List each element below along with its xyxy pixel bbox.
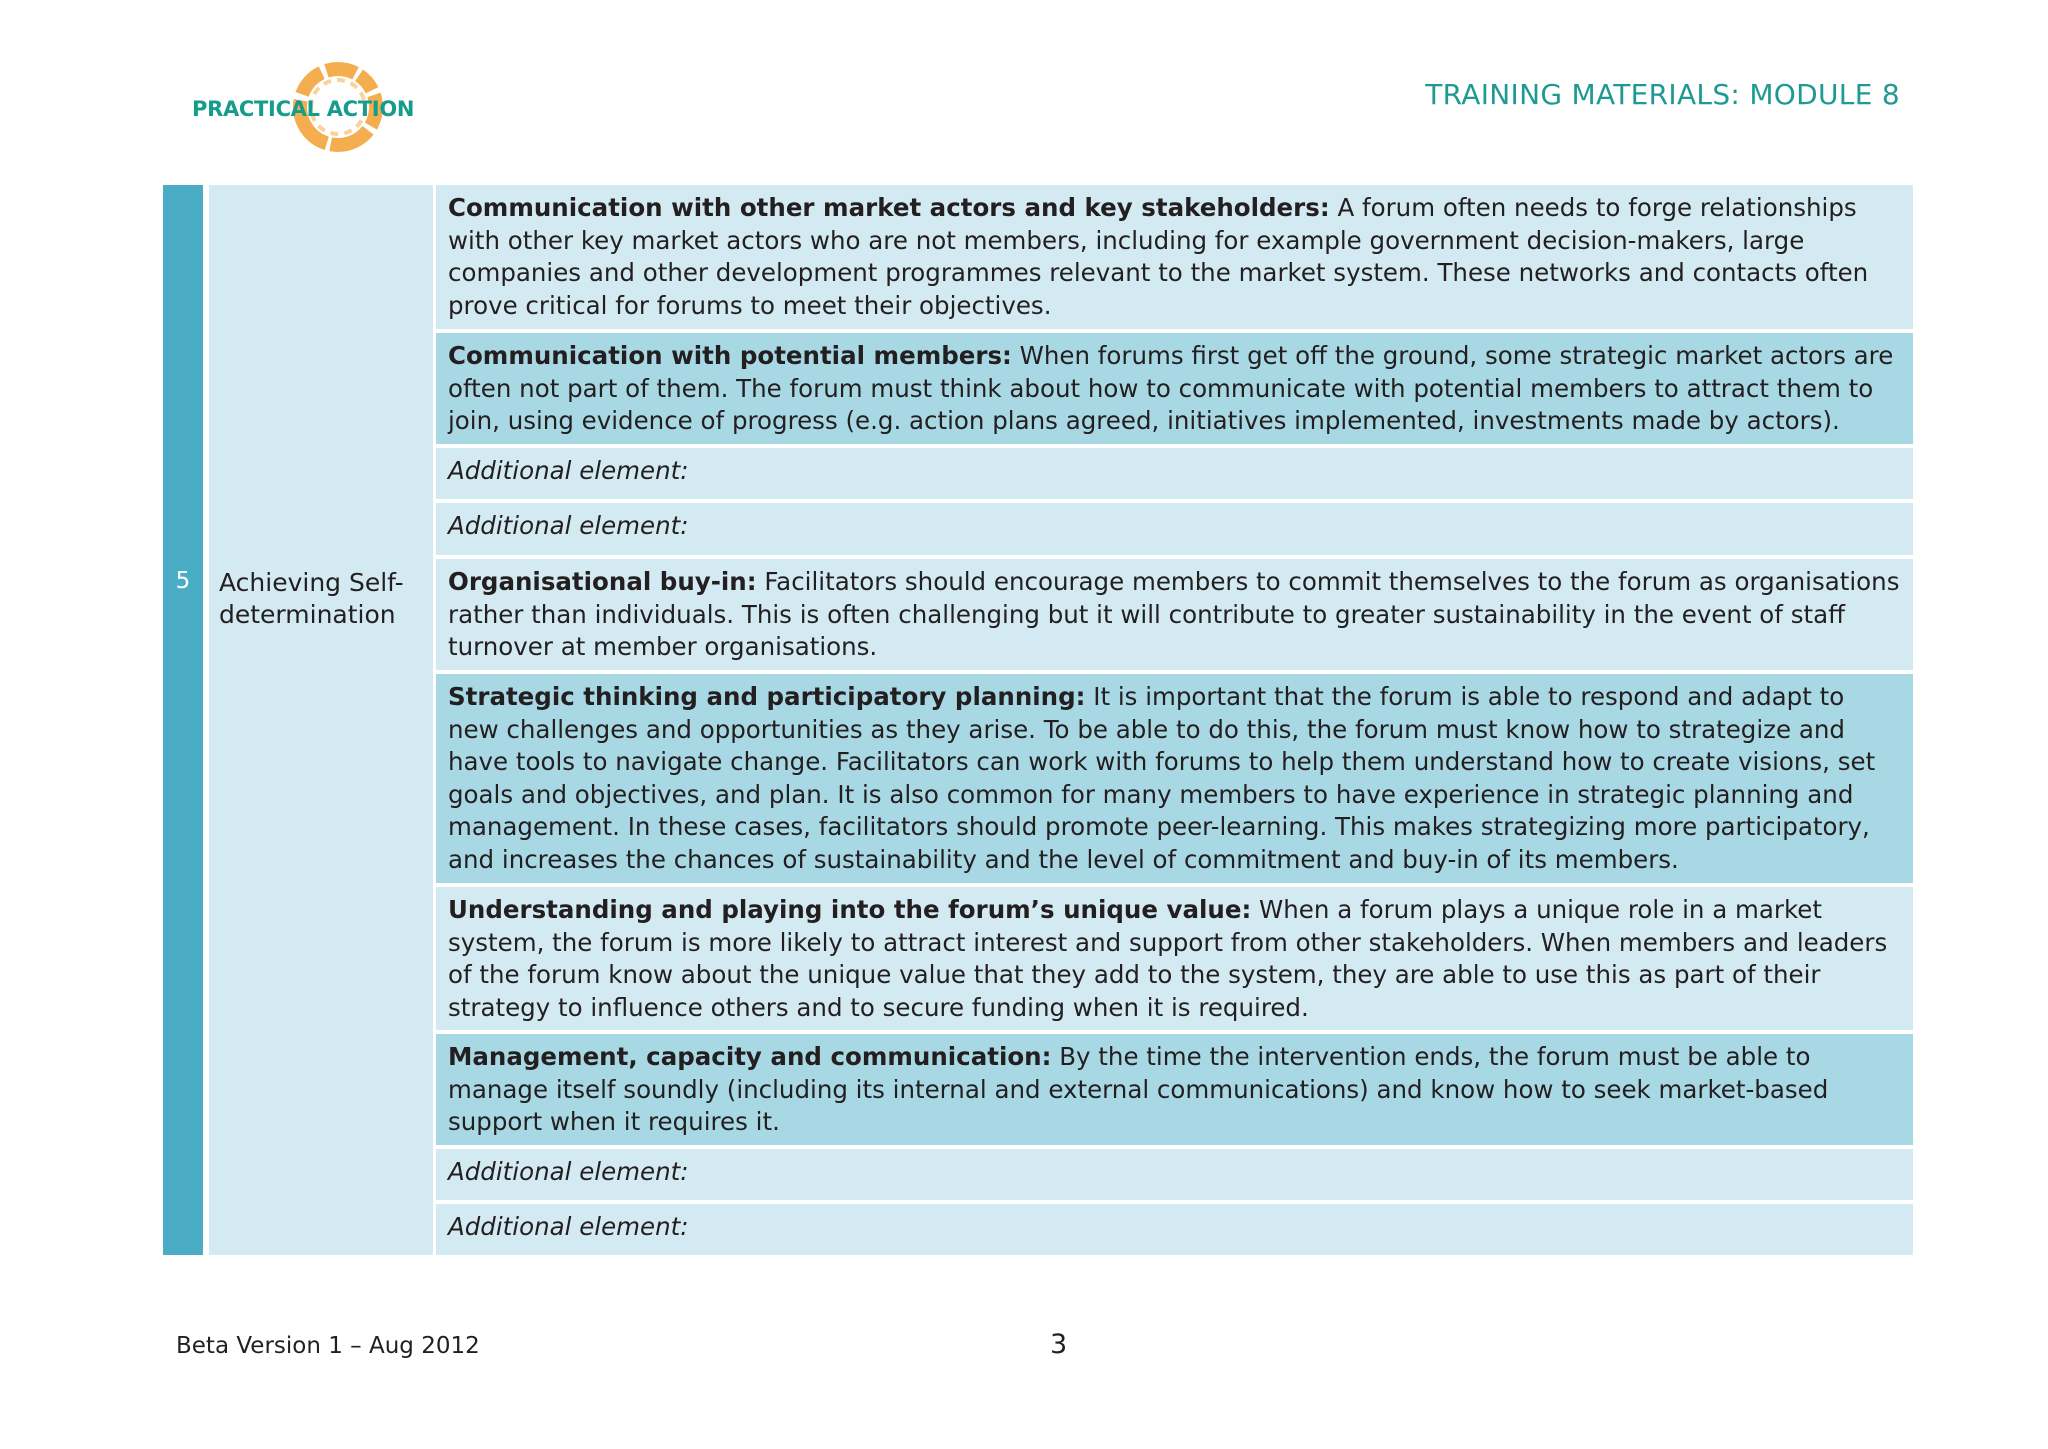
row-title: Understanding and playing into the forum’s unique value: (448, 895, 1252, 924)
table-row (436, 1204, 1913, 1255)
table-row (436, 333, 1913, 444)
row-additional-element: Additional element: (448, 511, 689, 540)
table-row (436, 887, 1913, 1030)
row-text: A forum often needs to forge relationships with other key market actors who are not members, including for example government decision-makers, large companies and other development programmes relevant to the market system. These networks and contacts often prove critical for forums to meet their objectives. (448, 193, 1869, 320)
table-row (436, 674, 1913, 883)
row-text: When a forum plays a unique role in a market system, the forum is more likely to attract interest and support from other stakeholders. When members and leaders of the forum know about the unique value that they add to the system, they are able to use this as part of their strategy to influence others and to secure funding when it is required. (448, 895, 1888, 1022)
content-table (163, 185, 1913, 1255)
row-text: By the time the intervention ends, the forum must be able to manage itself soundly (including its internal and external communications) and know how to seek market-based support when it requires it. (448, 1042, 1829, 1137)
row-text: It is important that the forum is able to respond and adapt to new challenges and opportunities as they arise. To be able to do this, the forum must know how to strategize and have tools to navigate change. Facilitators can work with forums to help them understand how to create visions, set goals and objectives, and plan. It is also common for many members to have experience in strategic planning and management. In these cases, facilitators should promote peer-learning. This makes strategizing more participatory, and increases the chances of sustainability and the level of commitment and buy-in of its members. (448, 682, 1876, 874)
row-title: Communication with potential members: (448, 341, 1012, 370)
section-number: 5 (175, 568, 191, 594)
table-row (436, 503, 1913, 555)
row-title: Communication with other market actors and key stakeholders: (448, 193, 1330, 222)
module-title: TRAINING MATERIALS: MODULE 8 (1425, 78, 1900, 111)
row-text: Facilitators should encourage members to commit themselves to the forum as organisations rather than individuals. This is often challenging but it will contribute to greater sustainability in the event of staff turnover at member organisations. (448, 567, 1900, 662)
row-additional-element: Additional element: (448, 1212, 689, 1241)
element-rows (436, 185, 1913, 1255)
table-row (436, 559, 1913, 670)
table-row (436, 1149, 1913, 1200)
table-row (436, 1034, 1913, 1145)
table-row (436, 185, 1913, 329)
row-text: When forums first get off the ground, some strategic market actors are often not part of them. The forum must think about how to communicate with potential members to attract them to join, using evidence of progress (e.g. action plans agreed, initiatives implemented, investments made by actors). (448, 341, 1894, 436)
row-title: Organisational buy-in: (448, 567, 757, 596)
section-title-column (209, 185, 433, 1255)
section-title: Achieving Self-determination (219, 568, 404, 629)
row-additional-element: Additional element: (448, 1157, 689, 1186)
row-title: Strategic thinking and participatory planning: (448, 682, 1086, 711)
logo-wordmark: PRACTICAL ACTION (192, 97, 415, 121)
page-number: 3 (1050, 1329, 1068, 1360)
version-footer: Beta Version 1 – Aug 2012 (176, 1333, 480, 1359)
row-title: Management, capacity and communication: (448, 1042, 1052, 1071)
table-row (436, 448, 1913, 499)
practical-action-logo (190, 60, 415, 160)
row-additional-element: Additional element: (448, 456, 689, 485)
section-number-column (163, 185, 203, 1255)
